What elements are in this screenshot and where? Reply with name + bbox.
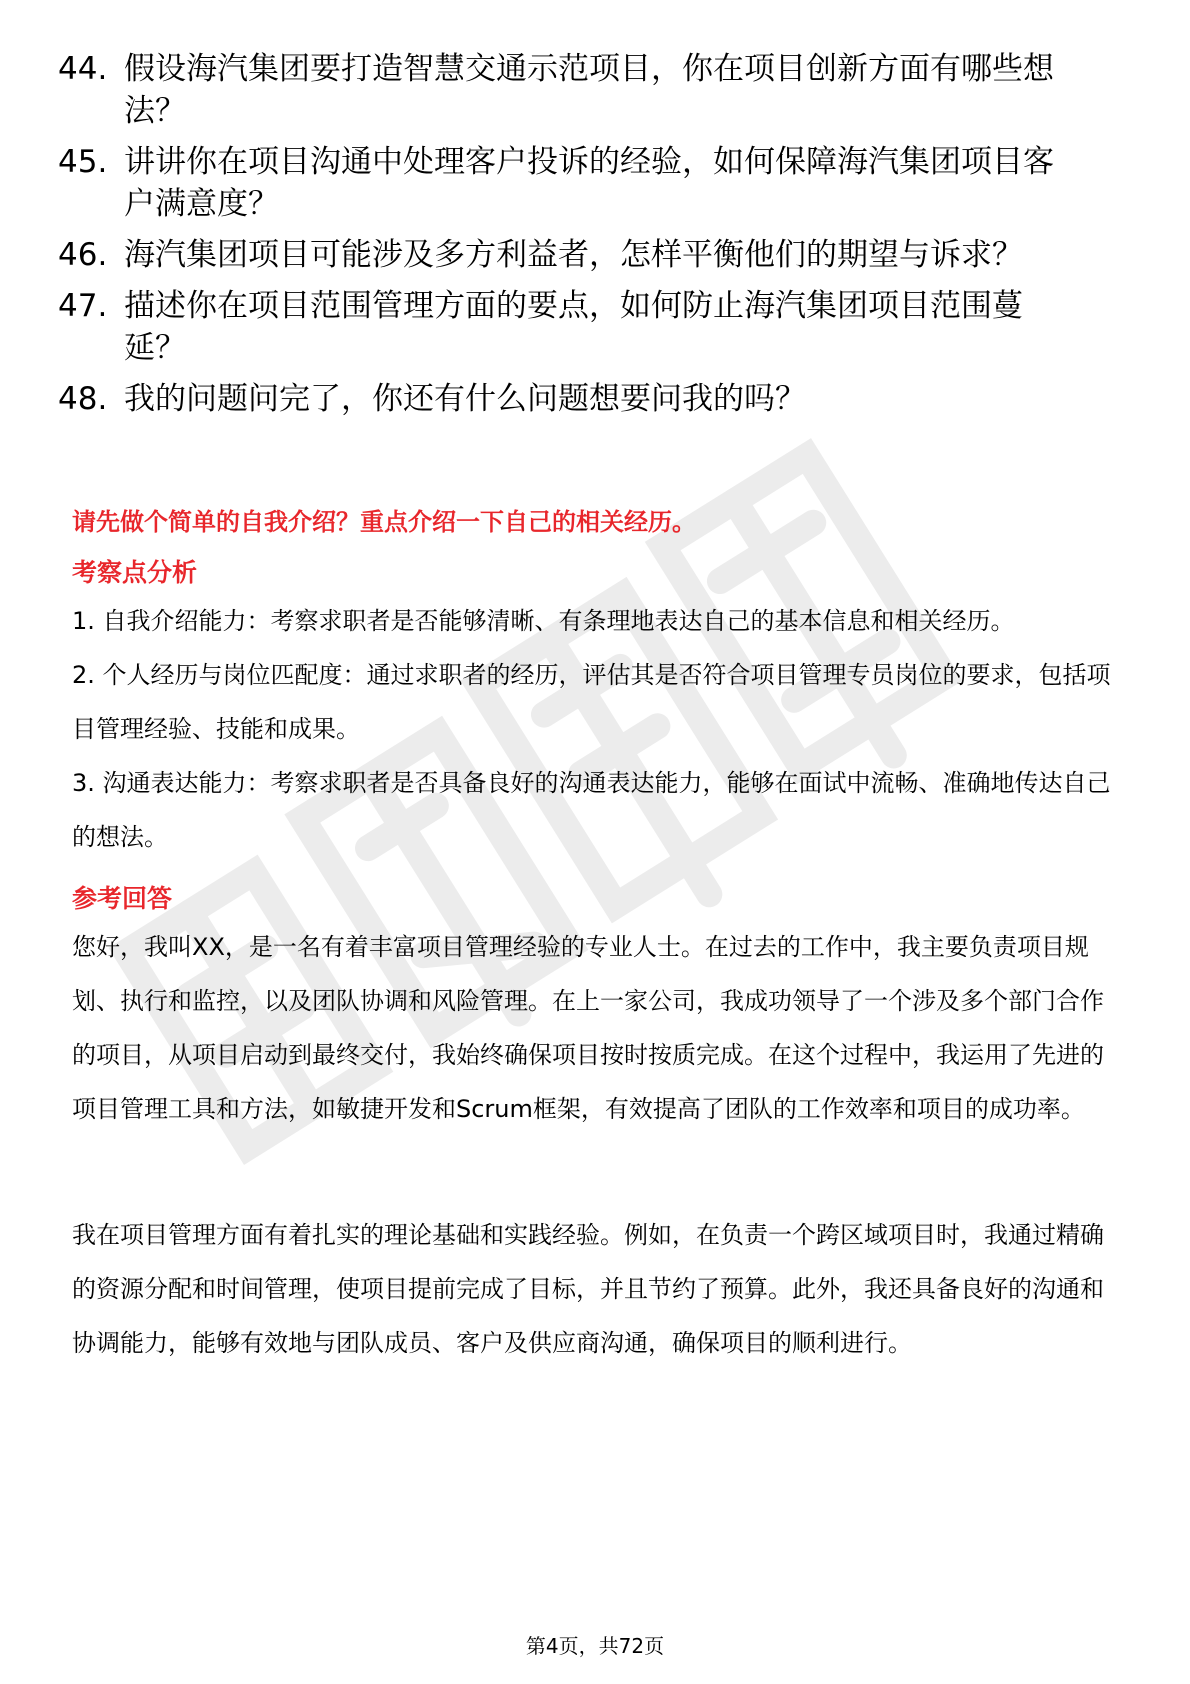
question-number: 47.	[58, 288, 108, 324]
question-item	[58, 48, 1118, 132]
page-number-footer: 第4页，共72页	[525, 1634, 665, 1658]
question-text: 海汽集团项目可能涉及多方利益者，怎样平衡他们的期望与诉求？	[124, 237, 1023, 273]
analysis-heading: 考察点分析	[72, 558, 198, 587]
answer-paragraph: 您好，我叫XX，是一名有着丰富项目管理经验的专业人士。在过去的工作中，我主要负责项目规划、执行和监控，以及团队协调和风险管理。在上一家公司，我成功领导了一个涉及多个部门合作的项目，从项目启动到最终交付，我始终确保项目按时按质完成。在这个过程中，我运用了先进的项目管理工具和方法，如敏捷开发和Scrum框架，有效提高了团队的工作效率和项目的成功率。	[72, 933, 1104, 1123]
answer-heading: 参考回答	[72, 884, 173, 913]
question-text: 我的问题问完了，你还有什么问题想要问我的吗？	[124, 381, 806, 417]
question-number: 45.	[58, 144, 108, 180]
question-number: 44.	[58, 51, 108, 87]
question-number: 48.	[58, 381, 108, 417]
question-item	[58, 141, 1118, 225]
question-item	[58, 285, 1118, 369]
analysis-point: 3. 沟通表达能力：考察求职者是否具备良好的沟通表达能力，能够在面试中流畅、准确地传达自己的想法。	[72, 769, 1111, 851]
question-list	[58, 48, 1118, 429]
question-item	[58, 378, 1118, 420]
question-text: 描述你在项目范围管理方面的要点，如何防止海汽集团项目范围蔓延？	[124, 288, 1023, 366]
question-text: 假设海汽集团要打造智慧交通示范项目，你在项目创新方面有哪些想法？	[124, 51, 1054, 129]
analysis-point: 2. 个人经历与岗位匹配度：通过求职者的经历，评估其是否符合项目管理专员岗位的要求，包括项目管理经验、技能和成果。	[72, 661, 1111, 743]
question-item	[58, 234, 1118, 276]
question-text: 讲讲你在项目沟通中处理客户投诉的经验，如何保障海汽集团项目客户满意度？	[124, 144, 1054, 222]
qa-section	[72, 500, 1124, 1370]
analysis-point: 1. 自我介绍能力：考察求职者是否能够清晰、有条理地表达自己的基本信息和相关经历。	[72, 607, 1015, 635]
answer-paragraph: 我在项目管理方面有着扎实的理论基础和实践经验。例如，在负责一个跨区域项目时，我通过精确的资源分配和时间管理，使项目提前完成了目标，并且节约了预算。此外，我还具备良好的沟通和协调能力，能够有效地与团队成员、客户及供应商沟通，确保项目的顺利进行。	[72, 1221, 1104, 1357]
question-number: 46.	[58, 237, 108, 273]
section-question-title: 请先做个简单的自我介绍？重点介绍一下自己的相关经历。	[72, 508, 696, 536]
